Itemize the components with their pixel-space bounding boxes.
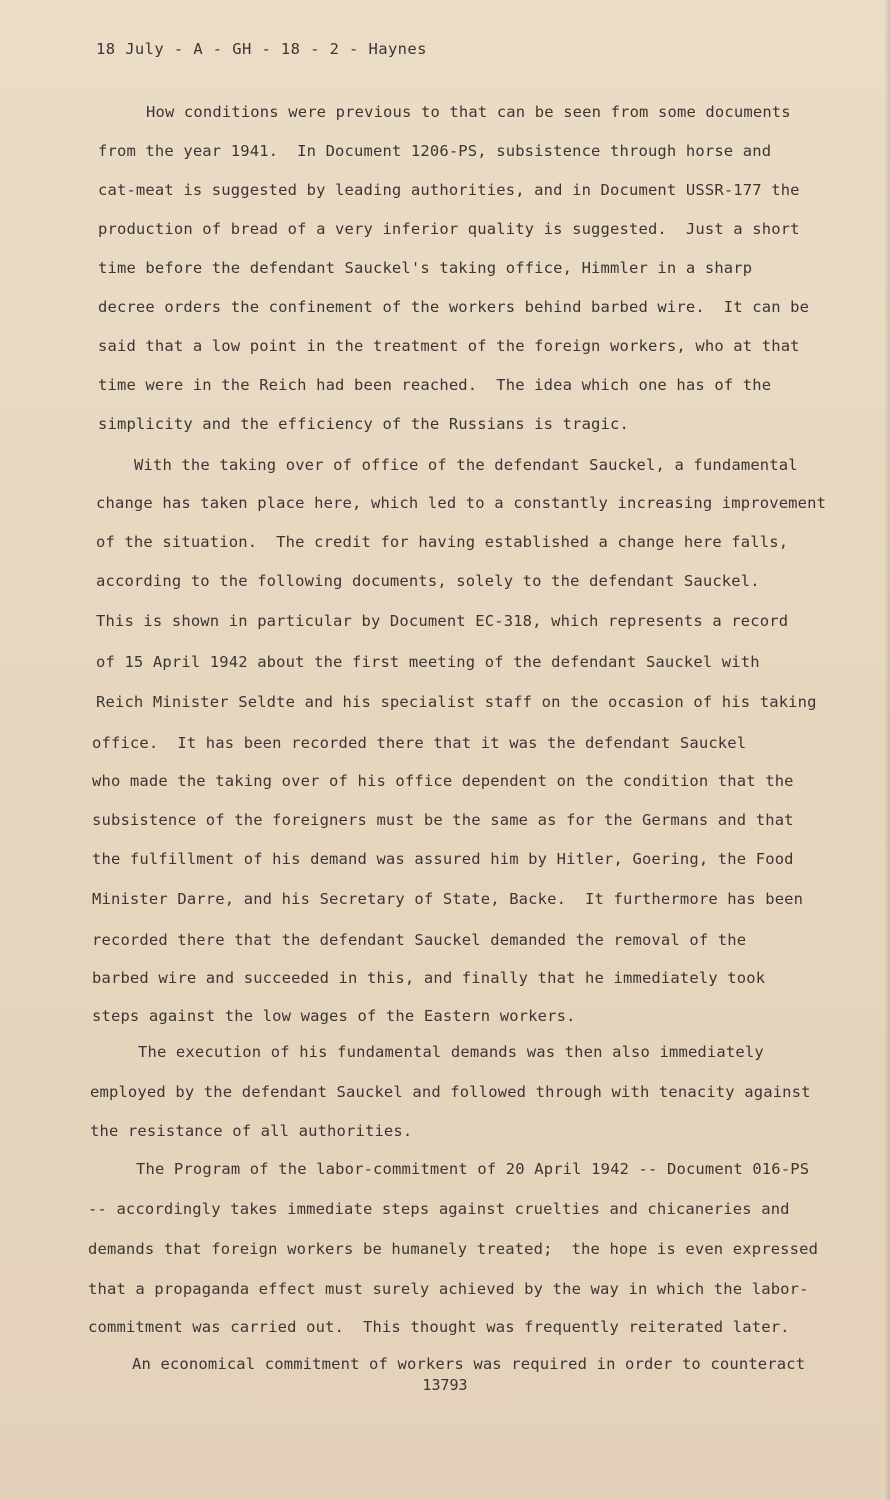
text-line: Minister Darre, and his Secretary of State, Backe. It furthermore has been — [92, 890, 804, 908]
text-line: change has taken place here, which led to a constantly increasing improvement — [96, 494, 827, 512]
text-line: This is shown in particular by Document EC-318, which represents a record — [96, 612, 789, 630]
text-line: recorded there that the defendant Sauckel demanded the removal of the — [92, 931, 747, 949]
text-line: demands that foreign workers be humanely treated; the hope is even expressed — [88, 1240, 819, 1258]
text-line: of the situation. The credit for having established a change here falls, — [96, 533, 789, 551]
page-number: 13793 — [422, 1376, 468, 1394]
text-line: An economical commitment of workers was required in order to counteract — [132, 1355, 806, 1373]
text-line: simplicity and the efficiency of the Russians is tragic. — [98, 415, 629, 433]
text-line: Reich Minister Seldte and his specialist staff on the occasion of his taking — [96, 693, 817, 711]
text-line: production of bread of a very inferior quality is suggested. Just a short — [98, 220, 800, 238]
text-line: that a propaganda effect must surely achieved by the way in which the labor- — [88, 1280, 809, 1298]
text-line: according to the following documents, solely to the defendant Sauckel. — [96, 572, 760, 590]
page-edge-shadow — [884, 0, 890, 1500]
text-line: barbed wire and succeeded in this, and finally that he immediately took — [92, 969, 766, 987]
text-line: who made the taking over of his office dependent on the condition that the — [92, 772, 794, 790]
text-line: said that a low point in the treatment of the foreign workers, who at that — [98, 337, 800, 355]
page-header: 18 July - A - GH - 18 - 2 - Haynes — [96, 40, 427, 58]
text-line: The execution of his fundamental demands was then also immediately — [138, 1043, 764, 1061]
text-line: subsistence of the foreigners must be the same as for the Germans and that — [92, 811, 794, 829]
text-line: from the year 1941. In Document 1206-PS, subsistence through horse and — [98, 142, 772, 160]
text-line: the resistance of all authorities. — [90, 1122, 413, 1140]
text-line: cat-meat is suggested by leading authorities, and in Document USSR-177 the — [98, 181, 800, 199]
text-line: office. It has been recorded there that it was the defendant Sauckel — [92, 734, 747, 752]
text-line: the fulfillment of his demand was assured him by Hitler, Goering, the Food — [92, 850, 794, 868]
text-line: -- accordingly takes immediate steps against cruelties and chicaneries and — [88, 1200, 790, 1218]
text-line: steps against the low wages of the Eastern workers. — [92, 1007, 576, 1025]
text-line: The Program of the labor-commitment of 20 April 1942 -- Document 016-PS — [136, 1160, 810, 1178]
text-line: commitment was carried out. This thought was frequently reiterated later. — [88, 1318, 790, 1336]
text-line: of 15 April 1942 about the first meeting of the defendant Sauckel with — [96, 653, 760, 671]
text-line: time before the defendant Sauckel's taking office, Himmler in a sharp — [98, 259, 753, 277]
text-line: decree orders the confinement of the workers behind barbed wire. It can be — [98, 298, 810, 316]
text-line: time were in the Reich had been reached. The idea which one has of the — [98, 376, 772, 394]
text-line: employed by the defendant Sauckel and followed through with tenacity against — [90, 1083, 811, 1101]
text-line: With the taking over of office of the defendant Sauckel, a fundamental — [134, 456, 798, 474]
text-line: How conditions were previous to that can be seen from some documents — [146, 103, 791, 121]
